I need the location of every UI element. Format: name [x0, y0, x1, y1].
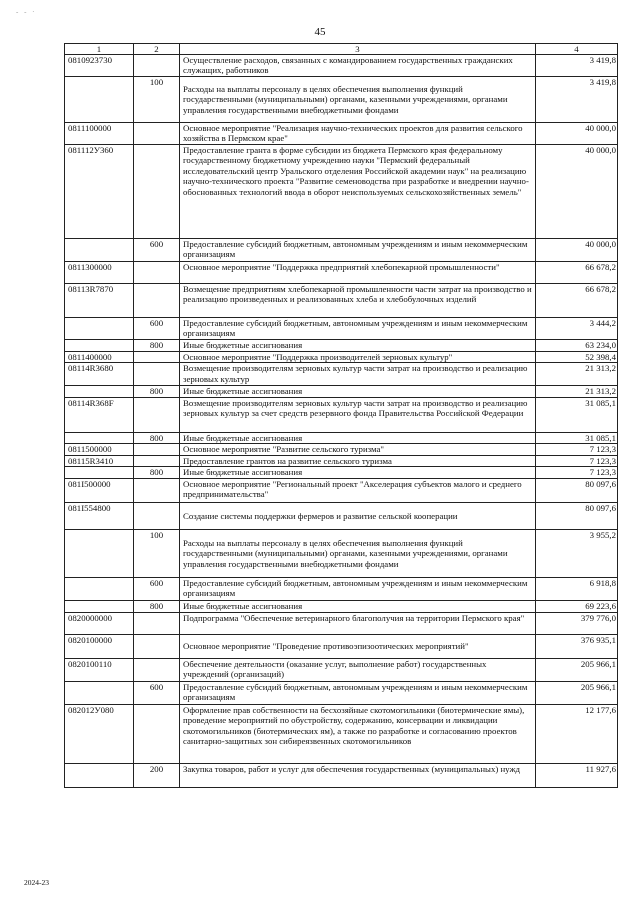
row-amount: 3 419,8	[536, 55, 618, 77]
table-row	[65, 55, 618, 77]
table-row	[65, 601, 618, 613]
table-row	[65, 635, 618, 659]
row-code: 0811400000	[65, 352, 134, 363]
row-name: Оформление прав собственности на бесхозяйные скотомогильники (биотермические ямы), проведение мероприятий по обустройству, содержанию, консервации и ликвидации скотомогильников (биотермических ям), а также по разработке и согласованию проектов санитарно-защитных зон сибиреязвенных скотомогильников	[180, 705, 536, 764]
row-amount: 80 097,6	[536, 479, 618, 503]
row-amount: 69 223,6	[536, 601, 618, 613]
row-expense-type: 600	[134, 318, 180, 340]
column-header-name: 3	[180, 44, 536, 55]
row-expense-type	[134, 479, 180, 503]
table-row	[65, 455, 618, 466]
row-amount: 3 419,8	[536, 77, 618, 123]
row-name: Предоставление субсидий бюджетным, автономным учреждениям и иным некоммерческим организациям	[180, 682, 536, 705]
row-name: Возмещение производителям зерновых культур части затрат на производство и реализацию зерновых культур	[180, 363, 536, 386]
row-code: 081I500000	[65, 479, 134, 503]
row-name: Иные бюджетные ассигнования	[180, 386, 536, 397]
row-expense-type	[134, 635, 180, 659]
row-amount: 7 123,3	[536, 455, 618, 466]
row-amount: 66 678,2	[536, 284, 618, 318]
row-code: 0820000000	[65, 613, 134, 635]
column-header-type: 2	[134, 44, 180, 55]
row-amount: 63 234,0	[536, 340, 618, 352]
table-row	[65, 123, 618, 145]
column-header-code: 1	[65, 44, 134, 55]
row-expense-type: 100	[134, 77, 180, 123]
row-name: Создание системы поддержки фермеров и развитие сельской кооперации	[180, 503, 536, 530]
row-name: Предоставление грантов на развитие сельского туризма	[180, 455, 536, 466]
row-code: 0811300000	[65, 262, 134, 284]
row-code: 081112У360	[65, 145, 134, 239]
row-code: 08113R7870	[65, 284, 134, 318]
table-row	[65, 764, 618, 788]
row-amount: 6 918,8	[536, 578, 618, 601]
row-expense-type: 800	[134, 386, 180, 397]
table-row	[65, 239, 618, 262]
table-row	[65, 467, 618, 479]
table-row	[65, 659, 618, 682]
table-row	[65, 340, 618, 352]
row-amount: 40 000,0	[536, 145, 618, 239]
row-code	[65, 318, 134, 340]
row-name: Расходы на выплаты персоналу в целях обеспечения выполнения функций государственными (муниципальными) органами, казенными учреждениями, органами управления государственными внебюджетными фондами	[180, 77, 536, 123]
row-name: Основное мероприятие "Проведение противоэпизоотических мероприятий"	[180, 635, 536, 659]
row-amount: 52 398,4	[536, 352, 618, 363]
row-name: Иные бюджетные ассигнования	[180, 432, 536, 443]
row-code	[65, 432, 134, 443]
row-code	[65, 467, 134, 479]
row-expense-type: 800	[134, 432, 180, 443]
row-code: 08114R368F	[65, 397, 134, 432]
row-amount: 31 085,1	[536, 397, 618, 432]
row-code	[65, 764, 134, 788]
row-code	[65, 239, 134, 262]
row-expense-type: 600	[134, 239, 180, 262]
row-name: Основное мероприятие "Поддержка предприятий хлебопекарной промышленности"	[180, 262, 536, 284]
row-name: Осуществление расходов, связанных с командированием государственных гражданских служащих, работников	[180, 55, 536, 77]
row-code: 08114R3680	[65, 363, 134, 386]
table-row	[65, 363, 618, 386]
row-name: Подпрограмма "Обеспечение ветеринарного благополучия на территории Пермского края"	[180, 613, 536, 635]
row-name: Возмещение предприятиям хлебопекарной промышленности части затрат на производство и реализацию произведенных и реализованных хлеба и хлебобулочных изделий	[180, 284, 536, 318]
row-expense-type	[134, 613, 180, 635]
table-row	[65, 386, 618, 397]
row-code: 0811500000	[65, 444, 134, 455]
table-row	[65, 682, 618, 705]
row-amount: 7 123,3	[536, 467, 618, 479]
row-amount: 3 444,2	[536, 318, 618, 340]
table-row	[65, 444, 618, 455]
row-expense-type	[134, 145, 180, 239]
table-row	[65, 705, 618, 764]
row-name: Расходы на выплаты персоналу в целях обеспечения выполнения функций государственными (муниципальными) органами, казенными учреждениями, органами управления государственными внебюджетными фондами	[180, 530, 536, 578]
row-code	[65, 530, 134, 578]
row-amount: 40 000,0	[536, 123, 618, 145]
table-row	[65, 503, 618, 530]
row-amount: 3 955,2	[536, 530, 618, 578]
row-code: 08115R3410	[65, 455, 134, 466]
table-row	[65, 578, 618, 601]
row-name: Предоставление субсидий бюджетным, автономным учреждениям и иным некоммерческим организациям	[180, 578, 536, 601]
row-name: Основное мероприятие "Реализация научно-технических проектов для развития сельского хозяйства в Пермском крае"	[180, 123, 536, 145]
row-name: Основное мероприятие "Региональный проект "Акселерация субъектов малого и среднего предпринимательства"	[180, 479, 536, 503]
row-code	[65, 77, 134, 123]
page-number: 45	[314, 26, 326, 38]
row-expense-type: 200	[134, 764, 180, 788]
table-row	[65, 432, 618, 443]
row-code: 081I554800	[65, 503, 134, 530]
row-expense-type: 800	[134, 340, 180, 352]
table-row	[65, 262, 618, 284]
row-expense-type	[134, 659, 180, 682]
row-expense-type: 800	[134, 601, 180, 613]
row-expense-type	[134, 352, 180, 363]
row-expense-type	[134, 284, 180, 318]
row-expense-type	[134, 705, 180, 764]
row-name: Предоставление гранта в форме субсидии из бюджета Пермского края федеральному государственному бюджетному учреждению науки "Пермский федеральный исследовательский центр Уральского отделения Российской академии наук" на реализацию научно-технического проекта "Развитие семеноводства при разработке и внедрении научно-обоснованных технологий ввода в оборот неиспользуемых сельскохозяйственных земель"	[180, 145, 536, 239]
row-amount: 7 123,3	[536, 444, 618, 455]
row-code: 0820100000	[65, 635, 134, 659]
table-row	[65, 352, 618, 363]
row-name: Возмещение производителям зерновых культур части затрат на производство и реализацию зерновых культур за счет средств резервного фонда Правительства Российской Федерации	[180, 397, 536, 432]
row-amount: 205 966,1	[536, 659, 618, 682]
row-amount: 12 177,6	[536, 705, 618, 764]
row-expense-type	[134, 444, 180, 455]
row-amount: 31 085,1	[536, 432, 618, 443]
row-expense-type: 600	[134, 682, 180, 705]
row-name: Иные бюджетные ассигнования	[180, 467, 536, 479]
row-expense-type	[134, 123, 180, 145]
row-expense-type	[134, 363, 180, 386]
row-expense-type	[134, 262, 180, 284]
row-amount: 40 000,0	[536, 239, 618, 262]
column-header-amount: 4	[536, 44, 618, 55]
table-row	[65, 530, 618, 578]
row-name: Обеспечение деятельности (оказание услуг, выполнение работ) государственных учреждений (организаций)	[180, 659, 536, 682]
row-name: Основное мероприятие "Развитие сельского туризма"	[180, 444, 536, 455]
row-amount: 21 313,2	[536, 363, 618, 386]
row-amount: 11 927,6	[536, 764, 618, 788]
footer-code: 2024-23	[24, 878, 49, 887]
row-name: Основное мероприятие "Поддержка производителей зерновых культур"	[180, 352, 536, 363]
table-row	[65, 397, 618, 432]
row-expense-type	[134, 55, 180, 77]
table-row	[65, 77, 618, 123]
row-amount: 376 935,1	[536, 635, 618, 659]
row-amount: 21 313,2	[536, 386, 618, 397]
budget-table	[64, 43, 618, 788]
row-expense-type: 100	[134, 530, 180, 578]
row-name: Закупка товаров, работ и услуг для обеспечения государственных (муниципальных) нужд	[180, 764, 536, 788]
table-row	[65, 479, 618, 503]
table-row	[65, 318, 618, 340]
row-amount: 379 776,0	[536, 613, 618, 635]
table-row	[65, 145, 618, 239]
corner-mark: - - ·	[16, 8, 37, 16]
row-code: 082012У080	[65, 705, 134, 764]
row-code: 0810923730	[65, 55, 134, 77]
row-code	[65, 682, 134, 705]
row-code	[65, 386, 134, 397]
row-name: Предоставление субсидий бюджетным, автономным учреждениям и иным некоммерческим организациям	[180, 318, 536, 340]
row-code	[65, 578, 134, 601]
row-expense-type: 600	[134, 578, 180, 601]
row-amount: 205 966,1	[536, 682, 618, 705]
row-expense-type	[134, 397, 180, 432]
row-amount: 80 097,6	[536, 503, 618, 530]
row-code: 0820100110	[65, 659, 134, 682]
row-expense-type: 800	[134, 467, 180, 479]
row-amount: 66 678,2	[536, 262, 618, 284]
row-expense-type	[134, 455, 180, 466]
row-code	[65, 601, 134, 613]
table-row	[65, 284, 618, 318]
row-name: Иные бюджетные ассигнования	[180, 601, 536, 613]
row-code	[65, 340, 134, 352]
table-header-row	[65, 44, 618, 55]
row-name: Предоставление субсидий бюджетным, автономным учреждениям и иным некоммерческим организациям	[180, 239, 536, 262]
row-code: 0811100000	[65, 123, 134, 145]
table-row	[65, 613, 618, 635]
row-name: Иные бюджетные ассигнования	[180, 340, 536, 352]
row-expense-type	[134, 503, 180, 530]
